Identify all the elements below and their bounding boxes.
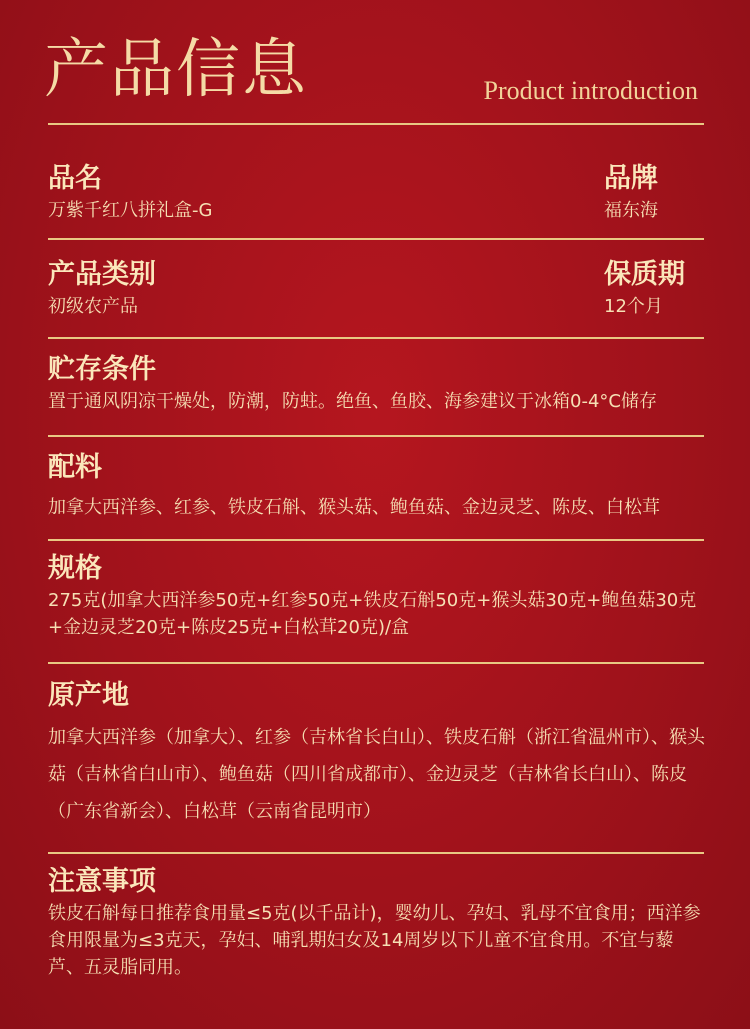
field-origin: [48, 680, 708, 831]
field-brand-label: 品牌: [604, 163, 658, 194]
field-origin-value: 加拿大西洋参（加拿大）、红参（吉林省长白山）、铁皮石斛（浙江省温州市）、猴头菇（吉林省白山市）、鲍鱼菇（四川省成都市）、金边灵芝（吉林省长白山）、陈皮（广东省新会）、白松茸（云南省昆明市）: [48, 727, 705, 823]
field-name-value: 万紫千红八拼礼盒-G: [48, 200, 213, 222]
field-spec: [48, 553, 708, 641]
divider: [48, 337, 704, 339]
divider: [48, 435, 704, 437]
field-category-label: 产品类别: [48, 259, 156, 290]
page-title: 产品信息: [44, 33, 308, 107]
field-ingredients-label: 配料: [48, 452, 102, 483]
field-ingredients-value: 加拿大西洋参、红参、铁皮石斛、猴头菇、鲍鱼菇、金边灵芝、陈皮、白松茸: [48, 497, 660, 519]
field-brand-value: 福东海: [604, 200, 658, 222]
divider: [48, 852, 704, 854]
field-origin-label: 原产地: [48, 680, 129, 711]
field-notes: [48, 866, 708, 981]
field-storage: [48, 354, 708, 415]
field-spec-label: 规格: [48, 553, 102, 584]
field-ingredients: [48, 452, 708, 521]
field-storage-value: 置于通风阴凉干燥处，防潮，防蛀。绝鱼、鱼胶、海参建议于冰箱0-4°C储存: [48, 391, 657, 413]
field-shelf-life: [604, 259, 724, 320]
field-shelf-life-value: 12个月: [604, 296, 663, 318]
field-category-value: 初级农产品: [48, 296, 138, 318]
field-shelf-life-label: 保质期: [604, 259, 685, 290]
field-name: [48, 163, 568, 224]
page-subtitle: Product introduction: [483, 76, 698, 105]
field-category: [48, 259, 568, 320]
field-brand: [604, 163, 724, 224]
field-notes-value: 铁皮石斛每日推荐食用量≤5克(以千品计)，婴幼儿、孕妇、乳母不宜食用；西洋参食用限量为≤3克天，孕妇、哺乳期妇女及14周岁以下儿童不宜食用。不宜与藜芦、五灵脂同用。: [48, 903, 701, 979]
divider: [48, 238, 704, 240]
header-divider: [48, 123, 704, 125]
field-storage-label: 贮存条件: [48, 354, 156, 385]
field-notes-label: 注意事项: [48, 866, 156, 897]
divider: [48, 539, 704, 541]
field-spec-value: 275克(加拿大西洋参50克+红参50克+铁皮石斛50克+猴头菇30克+鲍鱼菇30克+金边灵芝20克+陈皮25克+白松茸20克)/盒: [48, 590, 697, 639]
field-name-label: 品名: [48, 163, 102, 194]
divider: [48, 662, 704, 664]
